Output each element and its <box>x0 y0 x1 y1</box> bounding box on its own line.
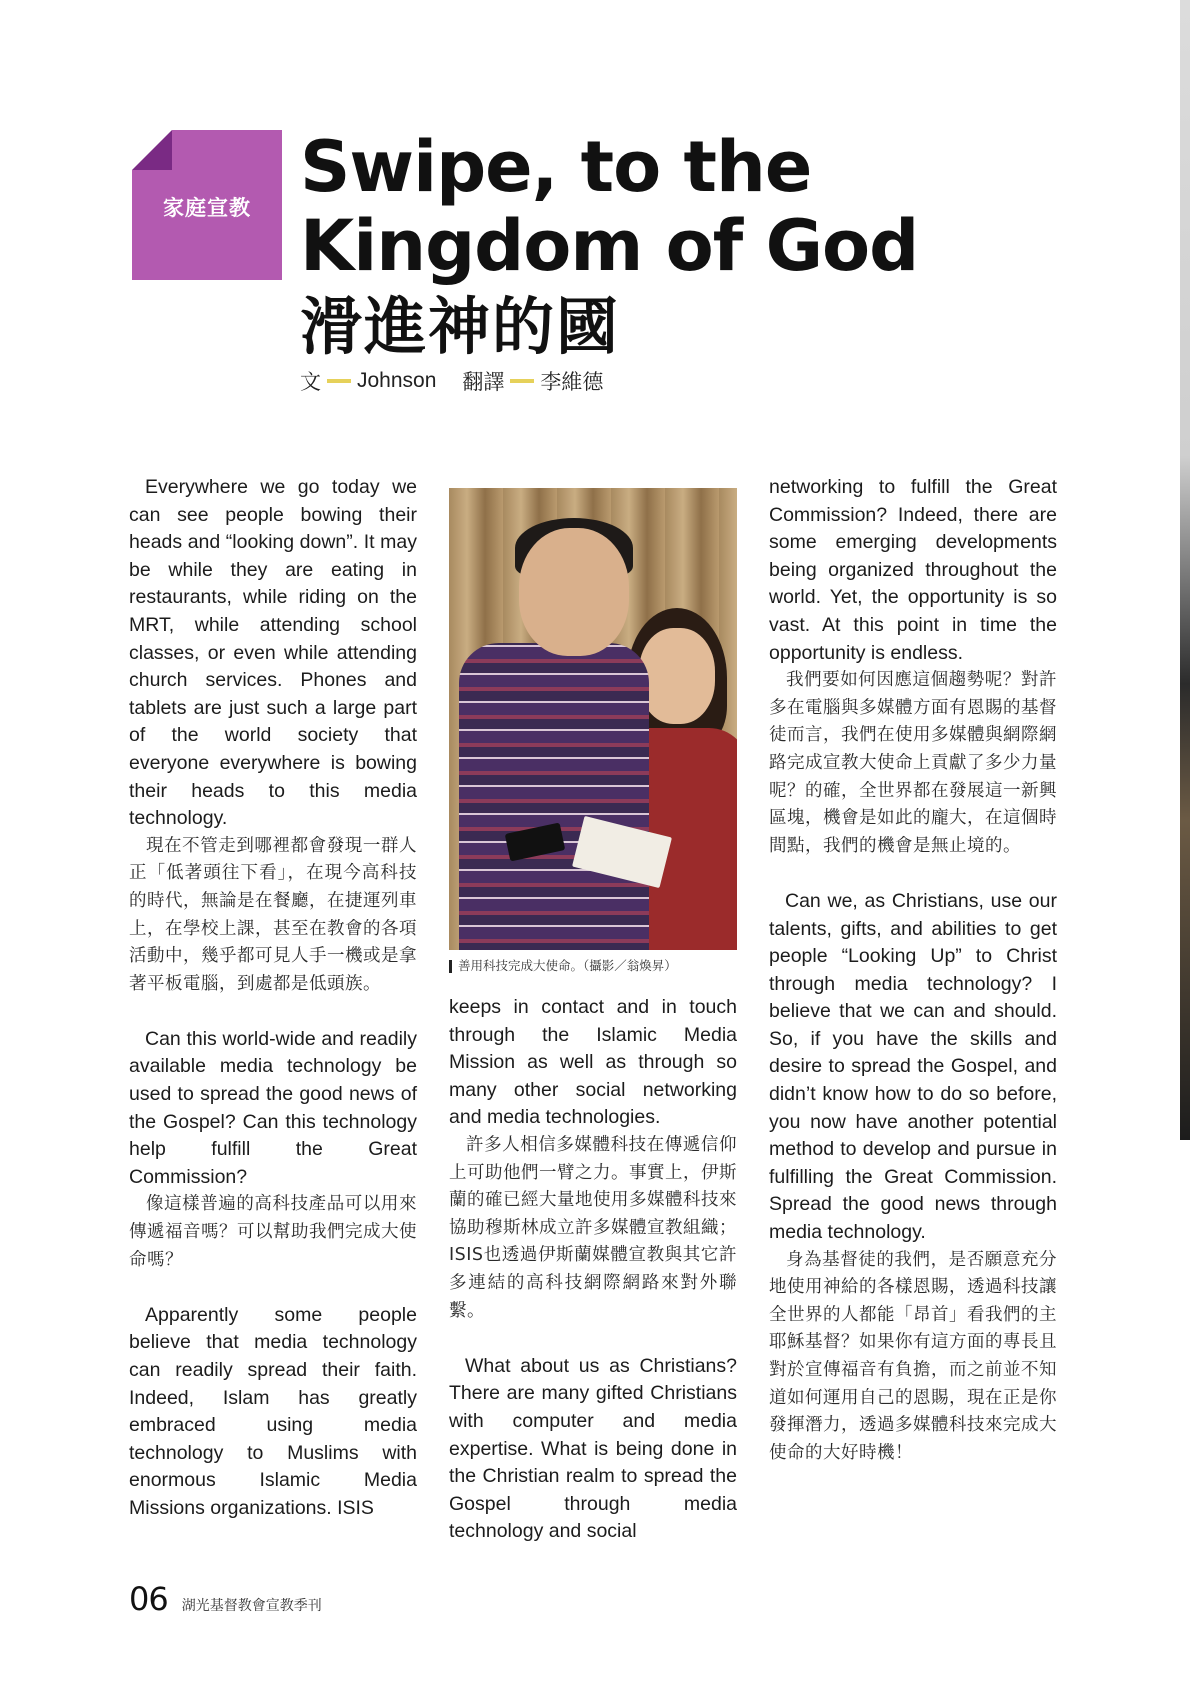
paragraph-zh: 現在不管走到哪裡都會發現一群人正「低著頭往下看」，在現今高科技的時代，無論是在餐廳，在捷運列車上，在學校上課，甚至在教會的各項活動中，幾乎都可見人手一機或是拿著平板電腦，到處都是低頭族。 <box>129 835 417 994</box>
paragraph-en: networking to fulfill the Great Commission? Indeed, there are some emerging developments being organized throughout the world. Yet, the opportunity is so vast. At this point in time the opportunity is endless. <box>769 476 1057 664</box>
category-tag-label: 家庭宣教 <box>163 196 251 220</box>
paragraph-zh: 我們要如何因應這個趨勢呢？對許多在電腦與多媒體方面有恩賜的基督徒而言，我們在使用多媒體與網際網路完成宣教大使命上貢獻了多少力量呢？的確，全世界都在發展這一新興區塊，機會是如此的龐大，在這個時間點，我們的機會是無止境的。 <box>769 670 1057 856</box>
category-tag <box>132 130 282 280</box>
page-edge-strip <box>1180 0 1190 1140</box>
paragraph-en: keeps in contact and in touch through the Islamic Media Mission as well as through so many other social networking and media technologies. <box>449 996 737 1129</box>
page-number: 06 <box>129 1580 168 1618</box>
photo-man <box>459 643 649 950</box>
paragraph-en: Can this world-wide and readily available media technology be used to spread the good news of the Gospel? Can this technology help fulfill the Great Commission? <box>129 1027 417 1188</box>
title-line-1: Swipe, to the <box>300 126 812 208</box>
translator-name: 李維德 <box>540 371 604 394</box>
text-column-1 <box>129 474 417 1523</box>
photo-caption-text: 善用科技完成大使命。（攝影／翁煥昇） <box>458 958 677 973</box>
translator-prefix: 翻譯 <box>462 371 505 394</box>
paragraph-en: Apparently some people believe that media technology can readily spread their faith. Indeed, Islam has greatly embraced using media technology to Muslims with enormous Islamic Media Missions organizations. ISIS <box>129 1303 417 1519</box>
text-column-2 <box>449 488 737 1546</box>
paragraph-en: What about us as Christians? There are many gifted Christians with computer and media expertise. What is being done in the Christian realm to spread the Gospel through media technology and social <box>449 1354 737 1543</box>
text-column-3 <box>769 474 1057 1467</box>
byline <box>300 366 603 396</box>
byline-dash <box>327 379 351 383</box>
byline-dash <box>510 379 534 383</box>
paragraph-zh: 身為基督徒的我們，是否願意充分地使用神給的各樣恩賜，透過科技讓全世界的人都能「昂首」看我們的主耶穌基督？如果你有這方面的專長且對於宣傳福音有負擔，而之前並不知道如何運用自己的恩賜，現在正是你發揮潛力，透過多媒體科技來完成大使命的大好時機！ <box>769 1249 1057 1463</box>
paragraph-en: Everywhere we go today we can see people bowing their heads and “looking down”. It may be while they are eating in restaurants, while riding on the MRT, while attending school classes, or even while attending church services. Phones and tablets are just such a large part of the world society that everyone everywhere is bowing their heads to this media technology. <box>129 476 417 830</box>
paragraph-en: Can we, as Christians, use our talents, gifts, and abilities to get people “Looking Up” to Christ through media technology? I believe that we can and should. So, if you have the skills and desire to spread the Gospel, and didn’t know how to do so before, you now have another potential method to develop and pursue in fulfilling the Great Commission. Spread the good news through media technology. <box>769 889 1057 1244</box>
caption-marker <box>449 960 452 973</box>
publication-name: 湖光基督教會宣教季刊 <box>181 1598 322 1614</box>
article-title-chinese: 滑進神的國 <box>300 290 621 363</box>
photo-caption <box>449 958 737 974</box>
author-name: Johnson <box>357 369 437 392</box>
tag-corner-fold <box>132 130 172 170</box>
author-prefix: 文 <box>300 371 321 394</box>
paragraph-zh: 像這樣普遍的高科技產品可以用來傳遞福音嗎？可以幫助我們完成大使命嗎？ <box>129 1194 417 1270</box>
paragraph-zh: 許多人相信多媒體科技在傳遞信仰上可助他們一臂之力。事實上，伊斯蘭的確已經大量地使用多媒體科技來協助穆斯林成立許多媒體宣教組織；ISIS也透過伊斯蘭媒體宣教與其它許多連結的高科技網際網路來對外聯繫。 <box>449 1134 737 1321</box>
page-footer <box>129 1580 322 1618</box>
article-title-english <box>300 128 918 286</box>
title-line-2: Kingdom of God <box>300 205 919 287</box>
article-photo <box>449 488 737 950</box>
